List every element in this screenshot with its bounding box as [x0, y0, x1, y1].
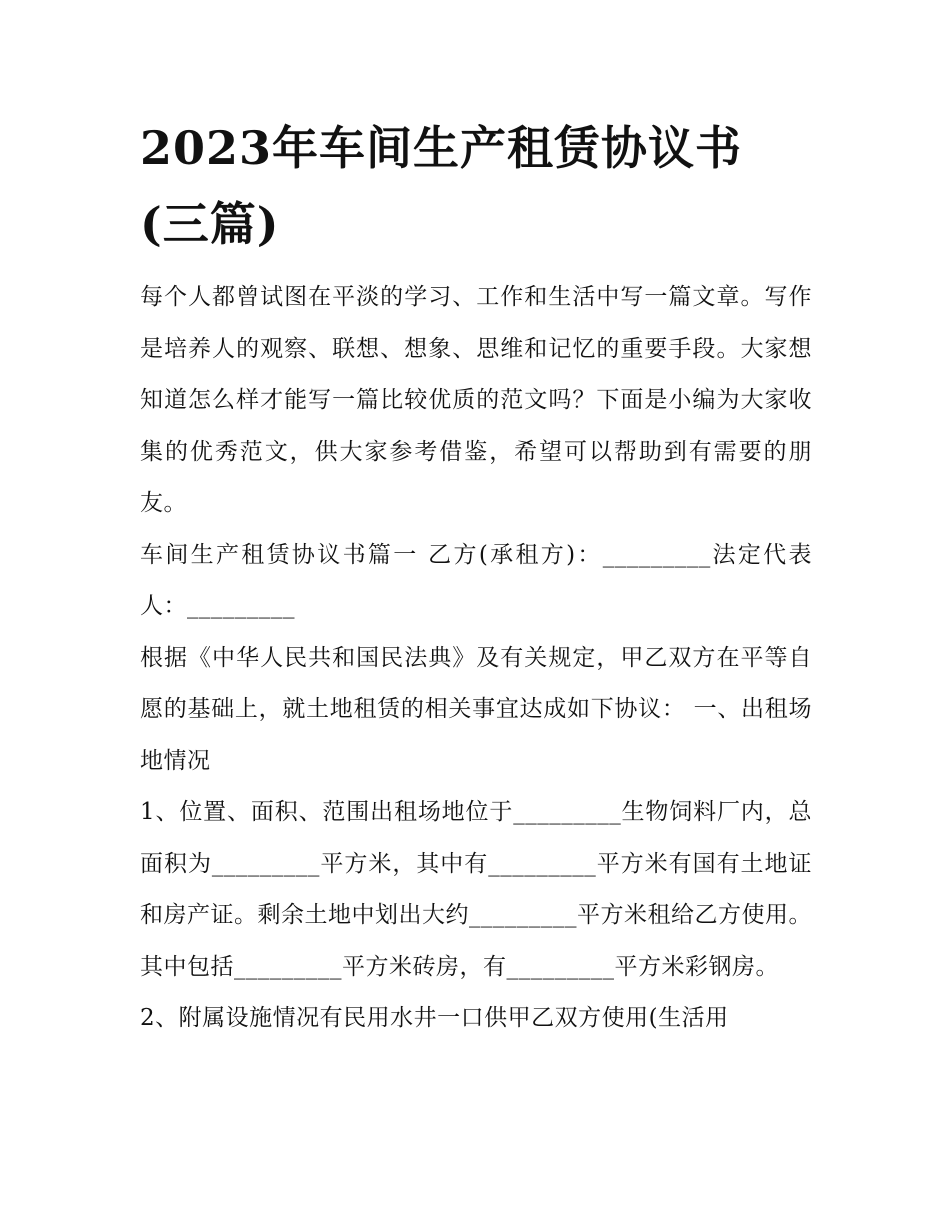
- facilities-paragraph: 2、附属设施情况有民用水井一口供甲乙双方使用(生活用: [140, 1005, 729, 1031]
- section-heading-paragraph: 车间生产租赁协议书篇一 乙方(承租方)：_________法定代表人：_________: [140, 541, 812, 619]
- document-page: [140, 110, 812, 1045]
- intro-paragraph: 每个人都曾试图在平淡的学习、工作和生活中写一篇文章。写作是培养人的观察、联想、想象、思维和记忆的重要手段。大家想知道怎么样才能写一篇比较优质的范文吗？下面是小编为大家收集的优秀范文，供大家参考借鉴，希望可以帮助到有需要的朋友。: [140, 284, 812, 516]
- legal-basis-paragraph: 根据《中华人民共和国民法典》及有关规定，甲乙双方在平等自愿的基础上，就土地租赁的相关事宜达成如下协议： 一、出租场地情况: [140, 644, 812, 774]
- title-line-1: 2023年车间生产租赁协议书: [140, 121, 743, 175]
- location-area-paragraph: 1、位置、面积、范围出租场地位于_________生物饲料厂内，总面积为_________平方米，其中有_________平方米有国有土地证和房产证。剩余土地中划出大约_________平方米租给乙方使用。其中包括_________平方米砖房，有_________平方米彩钢房。: [140, 799, 812, 980]
- document-title: [140, 110, 812, 262]
- title-line-2: (三篇): [140, 197, 280, 251]
